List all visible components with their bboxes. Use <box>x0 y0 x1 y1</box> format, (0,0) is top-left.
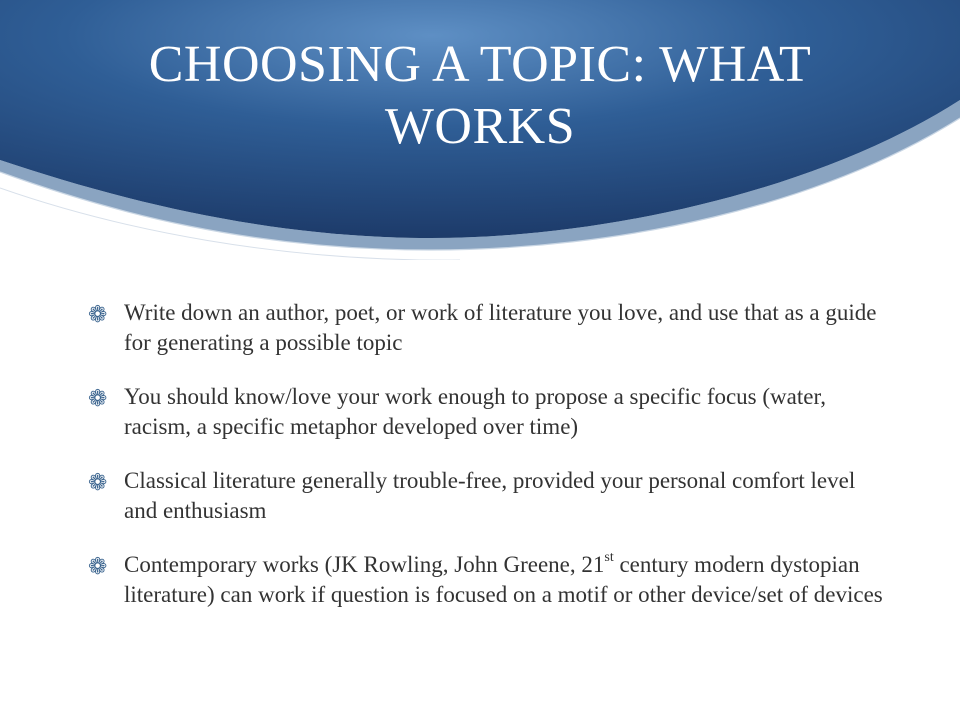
bullet-text: Write down an author, poet, or work of literature you love, and use that as a guide for generating a possible topic <box>124 300 877 355</box>
bullet-text-part: century modern dystopian literature) can work if question is focused on a motif or other device/set of devices <box>124 552 883 607</box>
list-item <box>88 298 888 358</box>
bullet-text-part: Contemporary works (JK Rowling, John Greene, 21 <box>124 552 605 577</box>
flower-bullet-icon: ❁ <box>88 554 108 579</box>
list-item <box>88 466 888 526</box>
flower-bullet-icon: ❁ <box>88 302 108 327</box>
list-item <box>88 550 888 610</box>
bullet-text: You should know/love your work enough to propose a specific focus (water, racism, a specific metaphor developed over time) <box>124 384 826 439</box>
flower-bullet-icon: ❁ <box>88 470 108 495</box>
bullet-list <box>88 298 888 634</box>
flower-bullet-icon: ❁ <box>88 386 108 411</box>
superscript: st <box>604 550 614 566</box>
bullet-text <box>124 552 883 607</box>
slide-title: CHOOSING A TOPIC: WHAT WORKS <box>148 36 812 155</box>
list-item <box>88 382 888 442</box>
bullet-text: Classical literature generally trouble-free, provided your personal comfort level and enthusiasm <box>124 468 856 523</box>
